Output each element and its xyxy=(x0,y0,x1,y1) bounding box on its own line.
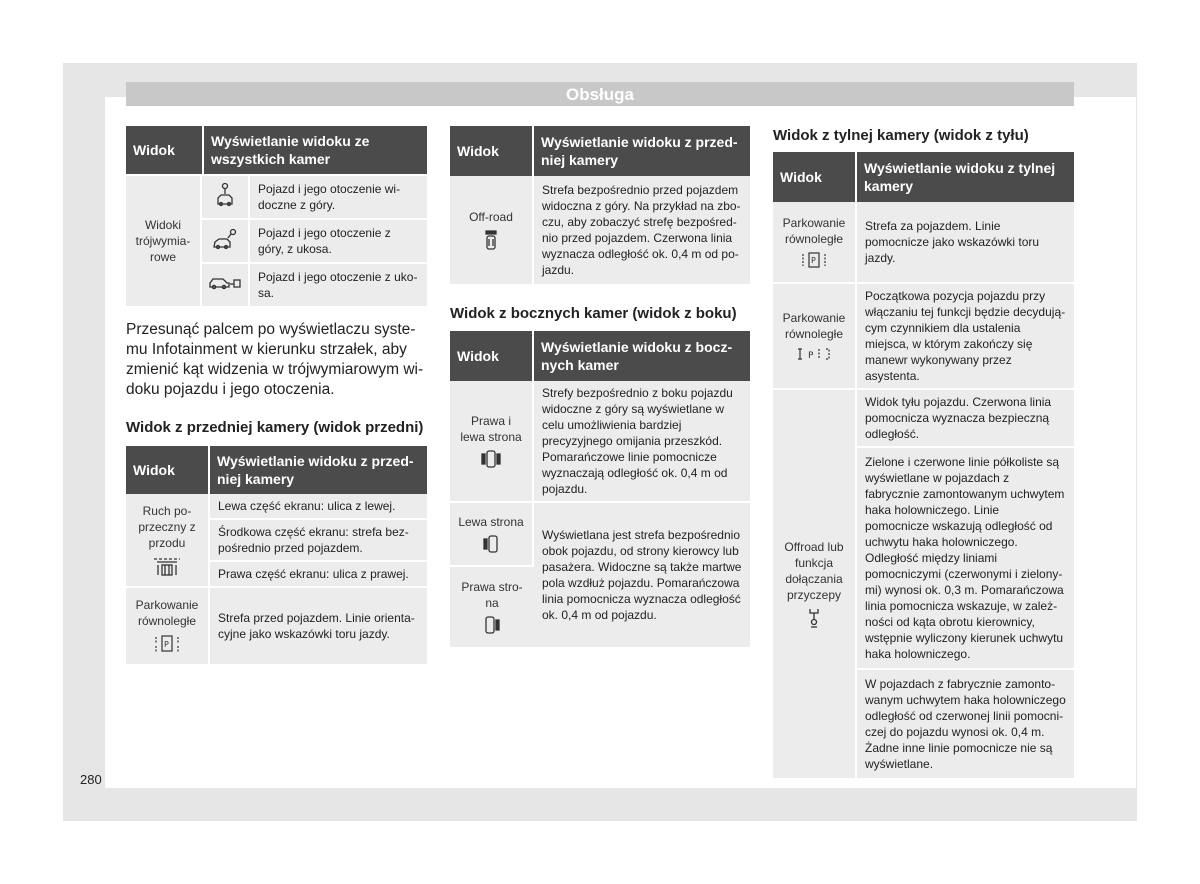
col-header-view: Widok xyxy=(450,126,534,176)
svg-text:P: P xyxy=(811,256,816,265)
offroad-label: Off-road xyxy=(469,210,513,224)
table-row-text: Zielone i czerwone linie półkoliste są wyświetlane w pojazdach z fabrycznie zamontowanym uchwytem haka holowniczego. Linie pomocnicze wskazują odległość od uchwytu haka holowniczego. Odległość między liniami pomocniczymi (czerwonymi i zielonymi) wynosi ok. 0,3 m. Pomarańczowa linia pomocnicza wskazuje, w zależności od kąta obrotu kierownicy, wstępnie wyliczony kierunek uchwytu haka holowniczego. xyxy=(857,448,1074,670)
all-cameras-body xyxy=(126,176,427,308)
table-row-text: Strefa bezpośrednio przed pojazdem widoczna z góry. Na przykład na zboczu, aby zobaczyć strefę bezpośrednio przed pojazdem. Czerwona linia wyznacza odległość ok. 0,4 m od pojazdu. xyxy=(534,176,750,286)
table-row-text: W pojazdach z fabrycznie zamontowanym uchwytem haka holowniczego odległość od czerwonej linii pomocniczej do pojazdu wynosi ok. 0,4 m. Żadne inne linie pomocnicze nie są wyświetlane. xyxy=(857,670,1074,780)
table-row-text: Początkowa pozycja pojazdu przy włączaniu tej funkcji będzie decydującym czynnikiem dla ustalenia miejsca, w którym zakończy się manewr wykonywany przez asystenta. xyxy=(857,284,1074,390)
svg-text:P: P xyxy=(164,640,169,649)
parallel-assist-cell xyxy=(773,284,857,390)
both-sides-icon xyxy=(480,449,502,469)
col-header-view: Widok xyxy=(126,126,204,174)
page-number: 280 xyxy=(80,772,102,787)
table-row-text: Pojazd i jego otoczenie widoczne z góry. xyxy=(250,176,427,220)
parallel-assist-label: Parkowanie równoległe xyxy=(782,311,846,341)
col-header-view: Widok xyxy=(126,446,210,494)
cross-traffic-icon xyxy=(152,555,182,577)
col-header-display: Wyświetlanie widoku ze wszystkich kamer xyxy=(204,126,427,174)
offroad-trailer-cell xyxy=(773,390,857,780)
front-offroad-table xyxy=(450,126,750,286)
parallel-parking-label: Parkowanie równoległe xyxy=(135,598,199,628)
right-side-label: Prawa strona xyxy=(461,580,523,610)
table-row-text: Prawa część ekranu: ulica z prawej. xyxy=(210,562,427,588)
rear-camera-heading: Widok z tylnej kamery (widok z tyłu) xyxy=(773,127,1029,144)
parallel-parking-front-icon xyxy=(153,633,181,655)
table-row-text: Pojazd i jego otoczenie z góry, z ukosa. xyxy=(250,220,427,264)
left-side-label: Lewa strona xyxy=(458,515,524,529)
cross-traffic-label: Ruch poprzeczny z przodu xyxy=(138,504,196,550)
table-row-text: Strefa przed pojazdem. Linie orientacyjne jako wskazówki toru jazdy. xyxy=(210,588,427,666)
table-row-text: Strefy bezpośrednio z boku pojazdu widoczne z góry są wyświetlane w celu umożliwienia bardziej precyzyjnego omijania przeszkód. Pomarańczowe linie pomocnicze wyznaczają odległość ok. 0,4 m od pojazdu. xyxy=(534,381,750,503)
offroad-cell xyxy=(450,176,534,286)
left-side-cell xyxy=(450,503,534,567)
table-row-text: Wyświetlana jest strefa bezpośrednio obok pojazdu, od strony kierowcy lub pasażera. Widoczne są także martwe pola wzdłuż pojazdu. Pomarańczowa linia pomocnicza wyznacza odległość ok. 0,4 m od pojazdu. xyxy=(534,503,750,649)
table-row-text: Widok tyłu pojazdu. Czerwona linia pomocnicza wyznacza bezpieczną odległość. xyxy=(857,390,1074,448)
side-camera-table xyxy=(450,331,750,649)
front-camera-table xyxy=(126,446,427,666)
table-row-text: Lewa część ekranu: ulica z lewej. xyxy=(210,494,427,520)
svg-text:P: P xyxy=(808,351,814,361)
car-diagonal-view-icon xyxy=(202,220,250,264)
column-2 xyxy=(450,126,750,649)
col-header-view: Widok xyxy=(773,152,857,202)
parallel-parking-assist-icon xyxy=(796,346,832,362)
parallel-parking-label: Parkowanie równoległe xyxy=(782,216,846,246)
col-header-display: Wyświetlanie widoku z tylnej kamery xyxy=(857,152,1074,202)
cross-traffic-cell xyxy=(126,494,210,588)
view-3d-label: Widoki trójwymiarowe xyxy=(126,176,202,308)
parallel-parking-cell xyxy=(773,202,857,284)
both-sides-cell xyxy=(450,381,534,503)
trailer-hitch-icon xyxy=(807,607,821,629)
front-camera-heading: Widok z przedniej kamery (widok przedni) xyxy=(126,419,424,436)
col-header-display: Wyświetlanie widoku z bocznych kamer xyxy=(534,331,750,381)
right-side-icon xyxy=(483,615,501,635)
instruction-paragraph: Przesunąć palcem po wyświetlaczu systemu Infotainment w kierunku strzałek, aby zmienić kąt widzenia w trójwymiarowym widoku pojazdu i jego otoczenia. xyxy=(126,321,424,398)
parallel-parking-rear-icon xyxy=(800,251,828,269)
col-header-view: Widok xyxy=(450,331,534,381)
all-cameras-table xyxy=(126,126,427,174)
table-row-text: Strefa za pojazdem. Linie pomocnicze jako wskazówki toru jazdy. xyxy=(857,202,1074,284)
table-row-text: Pojazd i jego otoczenie z ukosa. xyxy=(250,264,427,308)
car-side-view-icon xyxy=(202,264,250,308)
car-top-view-icon xyxy=(202,176,250,220)
table-row-text: Środkowa część ekranu: strefa bezpośrednio przed pojazdem. xyxy=(210,520,427,562)
column-1 xyxy=(126,126,427,666)
offroad-front-icon xyxy=(484,229,498,251)
parallel-parking-cell xyxy=(126,588,210,666)
side-camera-heading: Widok z bocznych kamer (widok z boku) xyxy=(450,305,737,322)
both-sides-label: Prawa i lewa strona xyxy=(460,414,522,444)
left-side-icon xyxy=(482,534,500,554)
col-header-display: Wyświetlanie widoku z przedniej kamery xyxy=(210,446,427,494)
column-3 xyxy=(773,126,1074,780)
rear-camera-table xyxy=(773,152,1074,780)
right-side-cell xyxy=(450,567,534,649)
col-header-display: Wyświetlanie widoku z przedniej kamery xyxy=(534,126,750,176)
section-header: Obsługa xyxy=(126,82,1074,106)
offroad-trailer-label: Offroad lub funkcja dołączania przyczepy xyxy=(784,540,844,602)
